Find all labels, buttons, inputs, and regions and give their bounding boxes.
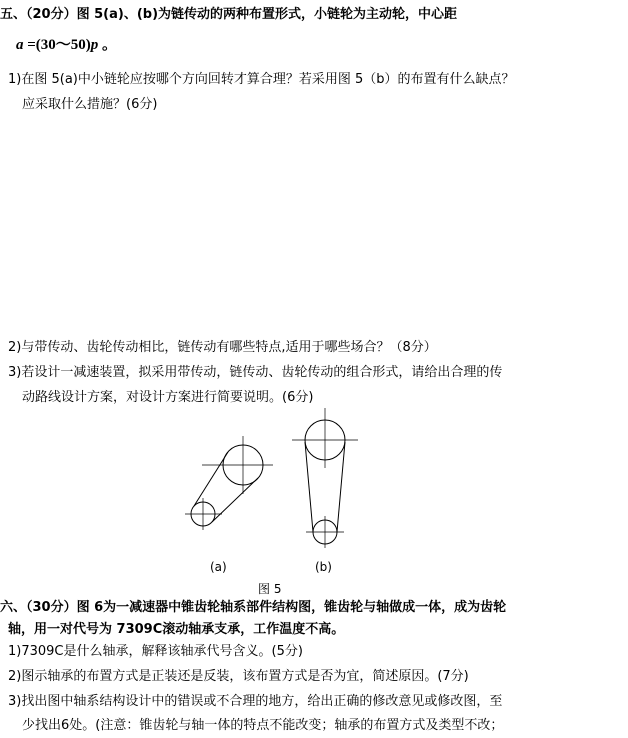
q5-item1-line1: 1)在图 5(a)中小链轮应按哪个方向回转才算合理？若采用图 5（b）的布置有什么缺点？ <box>8 72 515 87</box>
q6-header-line2: 轴，用一对代号为 7309C滚动轴承支承，工作温度不高。 <box>8 622 345 637</box>
q5-item3-line2: 动路线设计方案，对设计方案进行简要说明。(6分) <box>22 390 314 405</box>
figure-label-b: (b) <box>315 560 332 574</box>
chain-drive-b <box>292 408 358 548</box>
q5-item2: 2)与带传动、齿轮传动相比，链传动有哪些特点,适用于哪些场合？（8分） <box>8 340 437 355</box>
figure-caption: 图 5 <box>258 582 282 596</box>
q6-item3-line1: 3)找出图中轴系结构设计中的错误或不合理的地方，给出正确的修改意见或修改图，至 <box>8 694 503 709</box>
q6-item1: 1)7309C是什么轴承，解释该轴承代号含义。(5分) <box>8 644 303 659</box>
q5-formula <box>16 36 117 54</box>
formula-range: =(30～50) <box>23 37 91 53</box>
figure-label-a: (a) <box>210 560 227 574</box>
formula-end: 。 <box>98 37 118 53</box>
q6-item3-line2: 少找出6处。(注意：锥齿轮与轴一体的特点不能改变；轴承的布置方式及类型不改； <box>22 718 504 733</box>
chain-upper-a <box>194 452 228 506</box>
chain-lower-a <box>212 478 258 522</box>
figure-5 <box>180 418 380 562</box>
q5-item3-line1: 3)若设计一减速装置，拟采用带传动，链传动、齿轮传动的组合形式，请给出合理的传 <box>8 365 503 380</box>
q5-header: 五、（20分）图 5(a)、(b)为链传动的两种布置形式，小链轮为主动轮，中心距 <box>0 7 458 22</box>
formula-variable-p: p <box>90 37 99 53</box>
chain-drive-diagrams <box>180 418 380 558</box>
formula-variable-a: a <box>16 37 24 53</box>
q5-item1-line2: 应采取什么措施？(6分) <box>22 97 158 112</box>
q6-item2: 2)图示轴承的布置方式是正装还是反装，该布置方式是否为宜，简述原因。(7分) <box>8 669 469 684</box>
q6-header-line1: 六、（30分）图 6为一减速器中锥齿轮轴系部件结构图，锥齿轮与轴做成一体，成为齿轮 <box>0 600 507 615</box>
chain-drive-a <box>185 436 273 530</box>
